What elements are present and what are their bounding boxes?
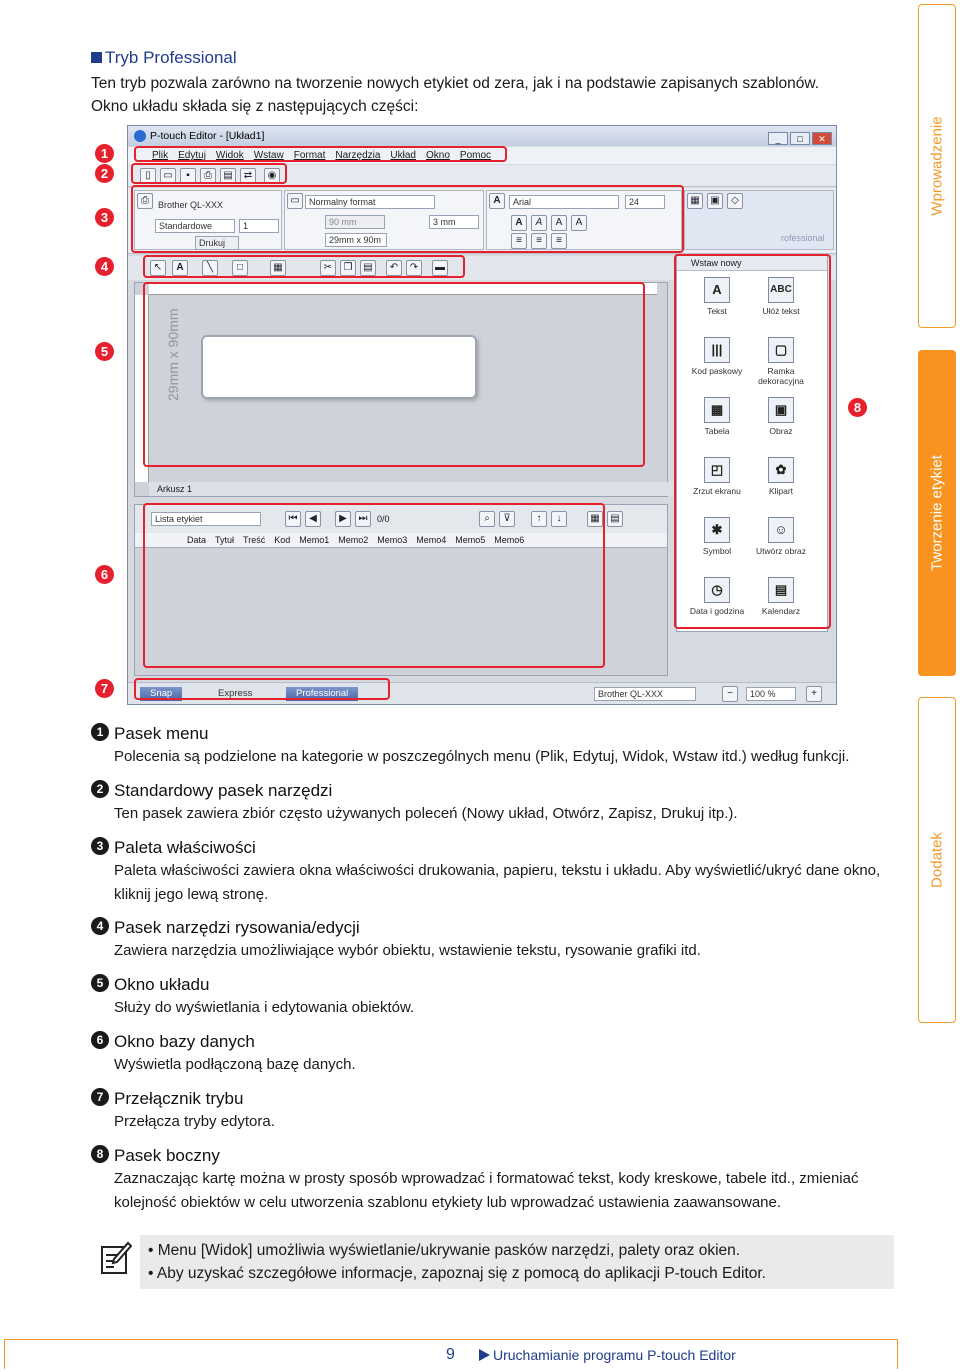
note-line: • Aby uzyskać szczegółowe informacje, zapoznaj się z pomocą do aplikacji P-touch Editor.	[148, 1265, 766, 1282]
minimize-icon[interactable]: _	[768, 132, 788, 145]
select-arrow-icon[interactable]: ↖	[150, 260, 166, 276]
image-panel-icon[interactable]: ▣	[707, 193, 723, 209]
item-text: Zaznaczając kartę można w prosty sposób wprowadzać i formatować tekst, kody kreskowe, tabele itd., zmieniać kolejność obiektów w celu utworzenia szablonu etykiety lub wprowadzać ustawienia zaawansowane.	[114, 1170, 859, 1211]
preview-icon[interactable]: ▤	[220, 168, 236, 184]
menu-edytuj[interactable]: Edytuj	[178, 150, 206, 161]
table-icon: ▦	[704, 397, 730, 423]
callout-number: 6	[95, 565, 114, 584]
item-number: 4	[91, 917, 109, 935]
zoom-select[interactable]: 100 %	[746, 687, 796, 701]
callout-box-drawbar	[143, 255, 465, 278]
align-right-icon[interactable]: ≡	[551, 233, 567, 249]
font-size-select[interactable]: 24	[625, 195, 665, 209]
sidebar-item-label: Symbol	[702, 546, 732, 556]
callout-number: 1	[95, 144, 114, 163]
filter-icon[interactable]: ⊽	[499, 511, 515, 527]
clipart-icon: ✿	[768, 457, 794, 483]
shape-panel-icon[interactable]: ◇	[727, 193, 743, 209]
italic-icon[interactable]: A	[531, 215, 547, 231]
new-layout-icon[interactable]: ▯	[140, 168, 156, 184]
item-text: Ten pasek zawiera zbiór często używanych poleceń (Nowy układ, Otwórz, Zapisz, Drukuj itp.).	[114, 805, 738, 822]
item-layout-window	[91, 974, 901, 1020]
symbol-icon: ✱	[704, 517, 730, 543]
callout-number: 5	[95, 342, 114, 361]
align-objects-icon[interactable]: ▬	[432, 260, 448, 276]
line-tool-icon[interactable]: ╲	[202, 260, 218, 276]
item-mode-switcher	[91, 1088, 901, 1134]
font-select[interactable]: Arial	[509, 195, 619, 209]
next-record-icon[interactable]: ▶	[335, 511, 351, 527]
section-title: Tryb Professional	[105, 48, 237, 67]
column-header[interactable]: Memo4	[416, 535, 447, 545]
mode-snap[interactable]: Snap	[140, 687, 182, 701]
callout-number: 4	[95, 257, 114, 276]
column-header[interactable]: Treść	[243, 535, 266, 545]
redo-icon[interactable]: ↷	[406, 260, 422, 276]
sidebar-item-label: Kod paskowy	[691, 366, 743, 376]
make-image-icon: ☺	[768, 517, 794, 543]
column-header[interactable]: Memo1	[299, 535, 330, 545]
sidebar-item-label: Ramka dekoracyjna	[758, 366, 804, 386]
column-header[interactable]: Tytuł	[215, 535, 235, 545]
sidebar-item-label: Obraz	[769, 426, 793, 436]
menu-narzedzia[interactable]: Narzędzia	[335, 150, 381, 161]
intro-line-1: Ten tryb pozwala zarówno na tworzenie nowych etykiet od zera, jak i na podstawie zapisanych szablonów.	[91, 75, 820, 92]
item-menu-bar	[91, 723, 901, 769]
tab-label: Tworzenie etykiet	[928, 455, 946, 571]
prev-record-icon[interactable]: ◀	[305, 511, 321, 527]
text-tool-icon[interactable]: A	[172, 260, 188, 276]
callout-box-layout	[143, 282, 645, 467]
column-header[interactable]: Memo3	[377, 535, 408, 545]
tab-tworzenie-etykiet[interactable]	[918, 350, 956, 676]
print-panel-icon[interactable]: ⎙	[137, 193, 153, 209]
item-property-palette	[91, 837, 901, 907]
print-button[interactable]: Drukuj	[195, 236, 239, 250]
last-record-icon[interactable]: ⏭	[355, 511, 371, 527]
bullet-square-icon	[91, 52, 102, 63]
standard-select[interactable]: Standardowe	[155, 219, 235, 233]
note-pencil-icon	[100, 1241, 132, 1275]
sort-asc-icon[interactable]: ↑	[531, 511, 547, 527]
item-number: 6	[91, 1031, 109, 1049]
item-number: 8	[91, 1145, 109, 1163]
tab-label: Wprowadzenie	[928, 116, 946, 216]
item-standard-toolbar	[91, 780, 901, 826]
callout-number: 8	[848, 398, 867, 417]
sidebar-item-label: Tabela	[704, 426, 730, 436]
note-text: Aby uzyskać szczegółowe informacje, zapoznaj się z pomocą do aplikacji P-touch Editor.	[156, 1265, 766, 1282]
item-title: Paleta właściwości	[114, 838, 256, 857]
callout-box-palette	[131, 185, 684, 253]
table-tool-icon[interactable]: ▦	[270, 260, 286, 276]
tape-select[interactable]: 29mm x 90m	[325, 233, 387, 247]
callout-number: 2	[95, 164, 114, 183]
length-field[interactable]: 3 mm	[429, 215, 479, 229]
menu-okno[interactable]: Okno	[426, 150, 450, 161]
first-record-icon[interactable]: ⏮	[285, 511, 301, 527]
image-icon: ▣	[768, 397, 794, 423]
bold-icon[interactable]: A	[511, 215, 527, 231]
item-title: Pasek menu	[114, 724, 209, 743]
tab-label: Dodatek	[928, 832, 946, 888]
section-heading	[91, 48, 237, 68]
window-controls	[766, 129, 832, 149]
open-icon[interactable]: ▭	[160, 168, 176, 184]
close-icon[interactable]: ✕	[812, 132, 832, 145]
menu-pomoc[interactable]: Pomoc	[459, 150, 492, 161]
item-title: Przełącznik trybu	[114, 1089, 244, 1108]
item-text: Zawiera narzędzia umożliwiające wybór obiektu, wstawienie tekstu, rysowanie grafiki itd.	[114, 942, 701, 959]
item-title: Okno układu	[114, 975, 210, 994]
menu-widok[interactable]: Widok	[215, 150, 244, 161]
width-field[interactable]: 90 mm	[325, 215, 385, 229]
play-triangle-icon	[479, 1349, 490, 1361]
section-intro	[91, 72, 819, 118]
item-text: Przełącza tryby edytora.	[114, 1113, 275, 1130]
callout-number: 3	[95, 208, 114, 227]
intro-line-2: Okno układu składa się z następujących części:	[91, 98, 419, 115]
item-number: 1	[91, 723, 109, 741]
menu-uklad[interactable]: Układ	[390, 150, 416, 161]
sort-desc-icon[interactable]: ↓	[551, 511, 567, 527]
menu-format[interactable]: Format	[293, 150, 326, 161]
item-title: Pasek boczny	[114, 1146, 220, 1165]
sidebar-header[interactable]: Wstaw nowy	[677, 255, 827, 271]
item-text: Paleta właściwości zawiera okna właściwości drukowania, papieru, tekstu i układu. Aby wyświetlić/ukryć dane okno, kliknij jego lewą stronę.	[114, 862, 881, 903]
print-icon[interactable]: ⎙	[200, 168, 216, 184]
record-counter: 0/0	[377, 514, 390, 524]
item-title: Pasek narzędzi rysowania/edycji	[114, 918, 360, 937]
item-title: Standardowy pasek narzędzi	[114, 781, 333, 800]
sheet-tab[interactable]: Arkusz 1	[149, 482, 681, 496]
item-number: 3	[91, 837, 109, 855]
item-title: Okno bazy danych	[114, 1032, 255, 1051]
mode-express[interactable]: Express	[218, 688, 253, 699]
mode-professional[interactable]: Professional	[286, 687, 358, 701]
transfer-icon[interactable]: ⇄	[240, 168, 256, 184]
breadcrumb-text: Uruchamianie programu P-touch Editor	[493, 1347, 736, 1363]
window-title: P-touch Editor - [Układ1]	[150, 130, 265, 142]
calendar-icon: ▤	[768, 577, 794, 603]
callout-box-toolbar	[131, 163, 287, 184]
professional-watermark: rofessional	[781, 233, 825, 243]
label-list-field[interactable]: Lista etykiet	[151, 512, 261, 526]
shadow-icon[interactable]: A	[571, 215, 587, 231]
sidebar-item-label: Klipart	[768, 486, 794, 496]
note-text: Menu [Widok] umożliwia wyświetlanie/ukrywanie pasków narzędzi, palety oraz okien.	[157, 1242, 741, 1259]
callout-box-sidebar	[674, 254, 831, 629]
item-sidebar	[91, 1145, 901, 1215]
rectangle-tool-icon[interactable]: □	[232, 260, 248, 276]
item-number: 2	[91, 780, 109, 798]
search-icon[interactable]: ⌕	[479, 511, 495, 527]
item-drawing-toolbar	[91, 917, 901, 963]
menu-wstaw[interactable]: Wstaw	[253, 150, 284, 161]
database-icon[interactable]: ◉	[264, 168, 280, 184]
app-logo-icon	[134, 130, 146, 142]
outline-icon[interactable]: A	[551, 215, 567, 231]
paste-icon[interactable]: ▤	[360, 260, 376, 276]
align-left-icon[interactable]: ≡	[511, 233, 527, 249]
sidebar-item-label: Data i godzina	[689, 606, 745, 616]
callout-number: 7	[95, 679, 114, 698]
screen-capture-icon: ◰	[704, 457, 730, 483]
save-icon[interactable]: ▪	[180, 168, 196, 184]
callout-box-modes	[134, 678, 390, 700]
paper-panel-icon[interactable]: ▭	[287, 193, 303, 209]
zoom-in-icon[interactable]: +	[806, 686, 822, 702]
format-select[interactable]: Normalny format	[305, 195, 435, 209]
item-number: 5	[91, 974, 109, 992]
layout-properties	[684, 190, 834, 250]
callout-box-menu	[134, 146, 507, 162]
column-header[interactable]: Kod	[274, 535, 291, 545]
sidebar-item-label: Ułóż tekst	[762, 306, 800, 316]
footer-breadcrumb[interactable]	[479, 1347, 736, 1363]
barcode-icon: |||	[704, 337, 730, 363]
layout-panel-icon[interactable]: ▦	[687, 193, 703, 209]
form-view-icon[interactable]: ▤	[607, 511, 623, 527]
column-header[interactable]: Memo6	[494, 535, 525, 545]
sidebar-item-label: Tekst	[707, 306, 727, 316]
arrange-text-icon: ABC	[768, 277, 794, 303]
label-size-text: 29mm x 90mm	[165, 308, 181, 401]
item-text: Polecenia są podzielone na kategorie w poszczególnych menu (Plik, Edytuj, Widok, Wstaw itd.) według funkcji.	[114, 748, 850, 765]
item-database-window	[91, 1031, 901, 1077]
menu-plik[interactable]: Plik	[152, 150, 169, 161]
note-box	[140, 1235, 894, 1289]
item-number: 7	[91, 1088, 109, 1106]
undo-icon[interactable]: ↶	[386, 260, 402, 276]
frame-icon: ▢	[768, 337, 794, 363]
status-printer-select[interactable]: Brother QL-XXX	[594, 687, 696, 701]
align-center-icon[interactable]: ≡	[531, 233, 547, 249]
text-icon: A	[704, 277, 730, 303]
item-text: Służy do wyświetlania i edytowania obiektów.	[114, 999, 415, 1016]
column-header[interactable]: Data	[187, 535, 207, 545]
sidebar-item-label: Kalendarz	[761, 606, 801, 616]
callout-box-database	[143, 503, 605, 668]
column-header[interactable]: Memo5	[455, 535, 486, 545]
text-panel-icon[interactable]: A	[489, 193, 505, 209]
sidebar-item-label: Zrzut ekranu	[693, 486, 741, 496]
page-number: 9	[446, 1346, 455, 1363]
sidebar-item-label: Utwórz obraz	[755, 546, 807, 556]
note-line: • Menu [Widok] umożliwia wyświetlanie/ukrywanie pasków narzędzi, palety oraz okien.	[148, 1242, 741, 1259]
clock-icon: ◷	[704, 577, 730, 603]
copy-icon[interactable]: ❐	[340, 260, 356, 276]
zoom-out-icon[interactable]: −	[722, 686, 738, 702]
column-header[interactable]: Memo2	[338, 535, 369, 545]
item-text: Wyświetla podłączoną bazę danych.	[114, 1056, 356, 1073]
cut-icon[interactable]: ✂	[320, 260, 336, 276]
printer-name: Brother QL-XXX	[158, 200, 224, 210]
window-titlebar	[128, 126, 836, 146]
tab-wprowadzenie[interactable]	[918, 4, 956, 328]
copies-field[interactable]: 1	[239, 219, 279, 233]
maximize-icon[interactable]: □	[790, 132, 810, 145]
grid-view-icon[interactable]: ▦	[587, 511, 603, 527]
tab-dodatek[interactable]	[918, 697, 956, 1023]
